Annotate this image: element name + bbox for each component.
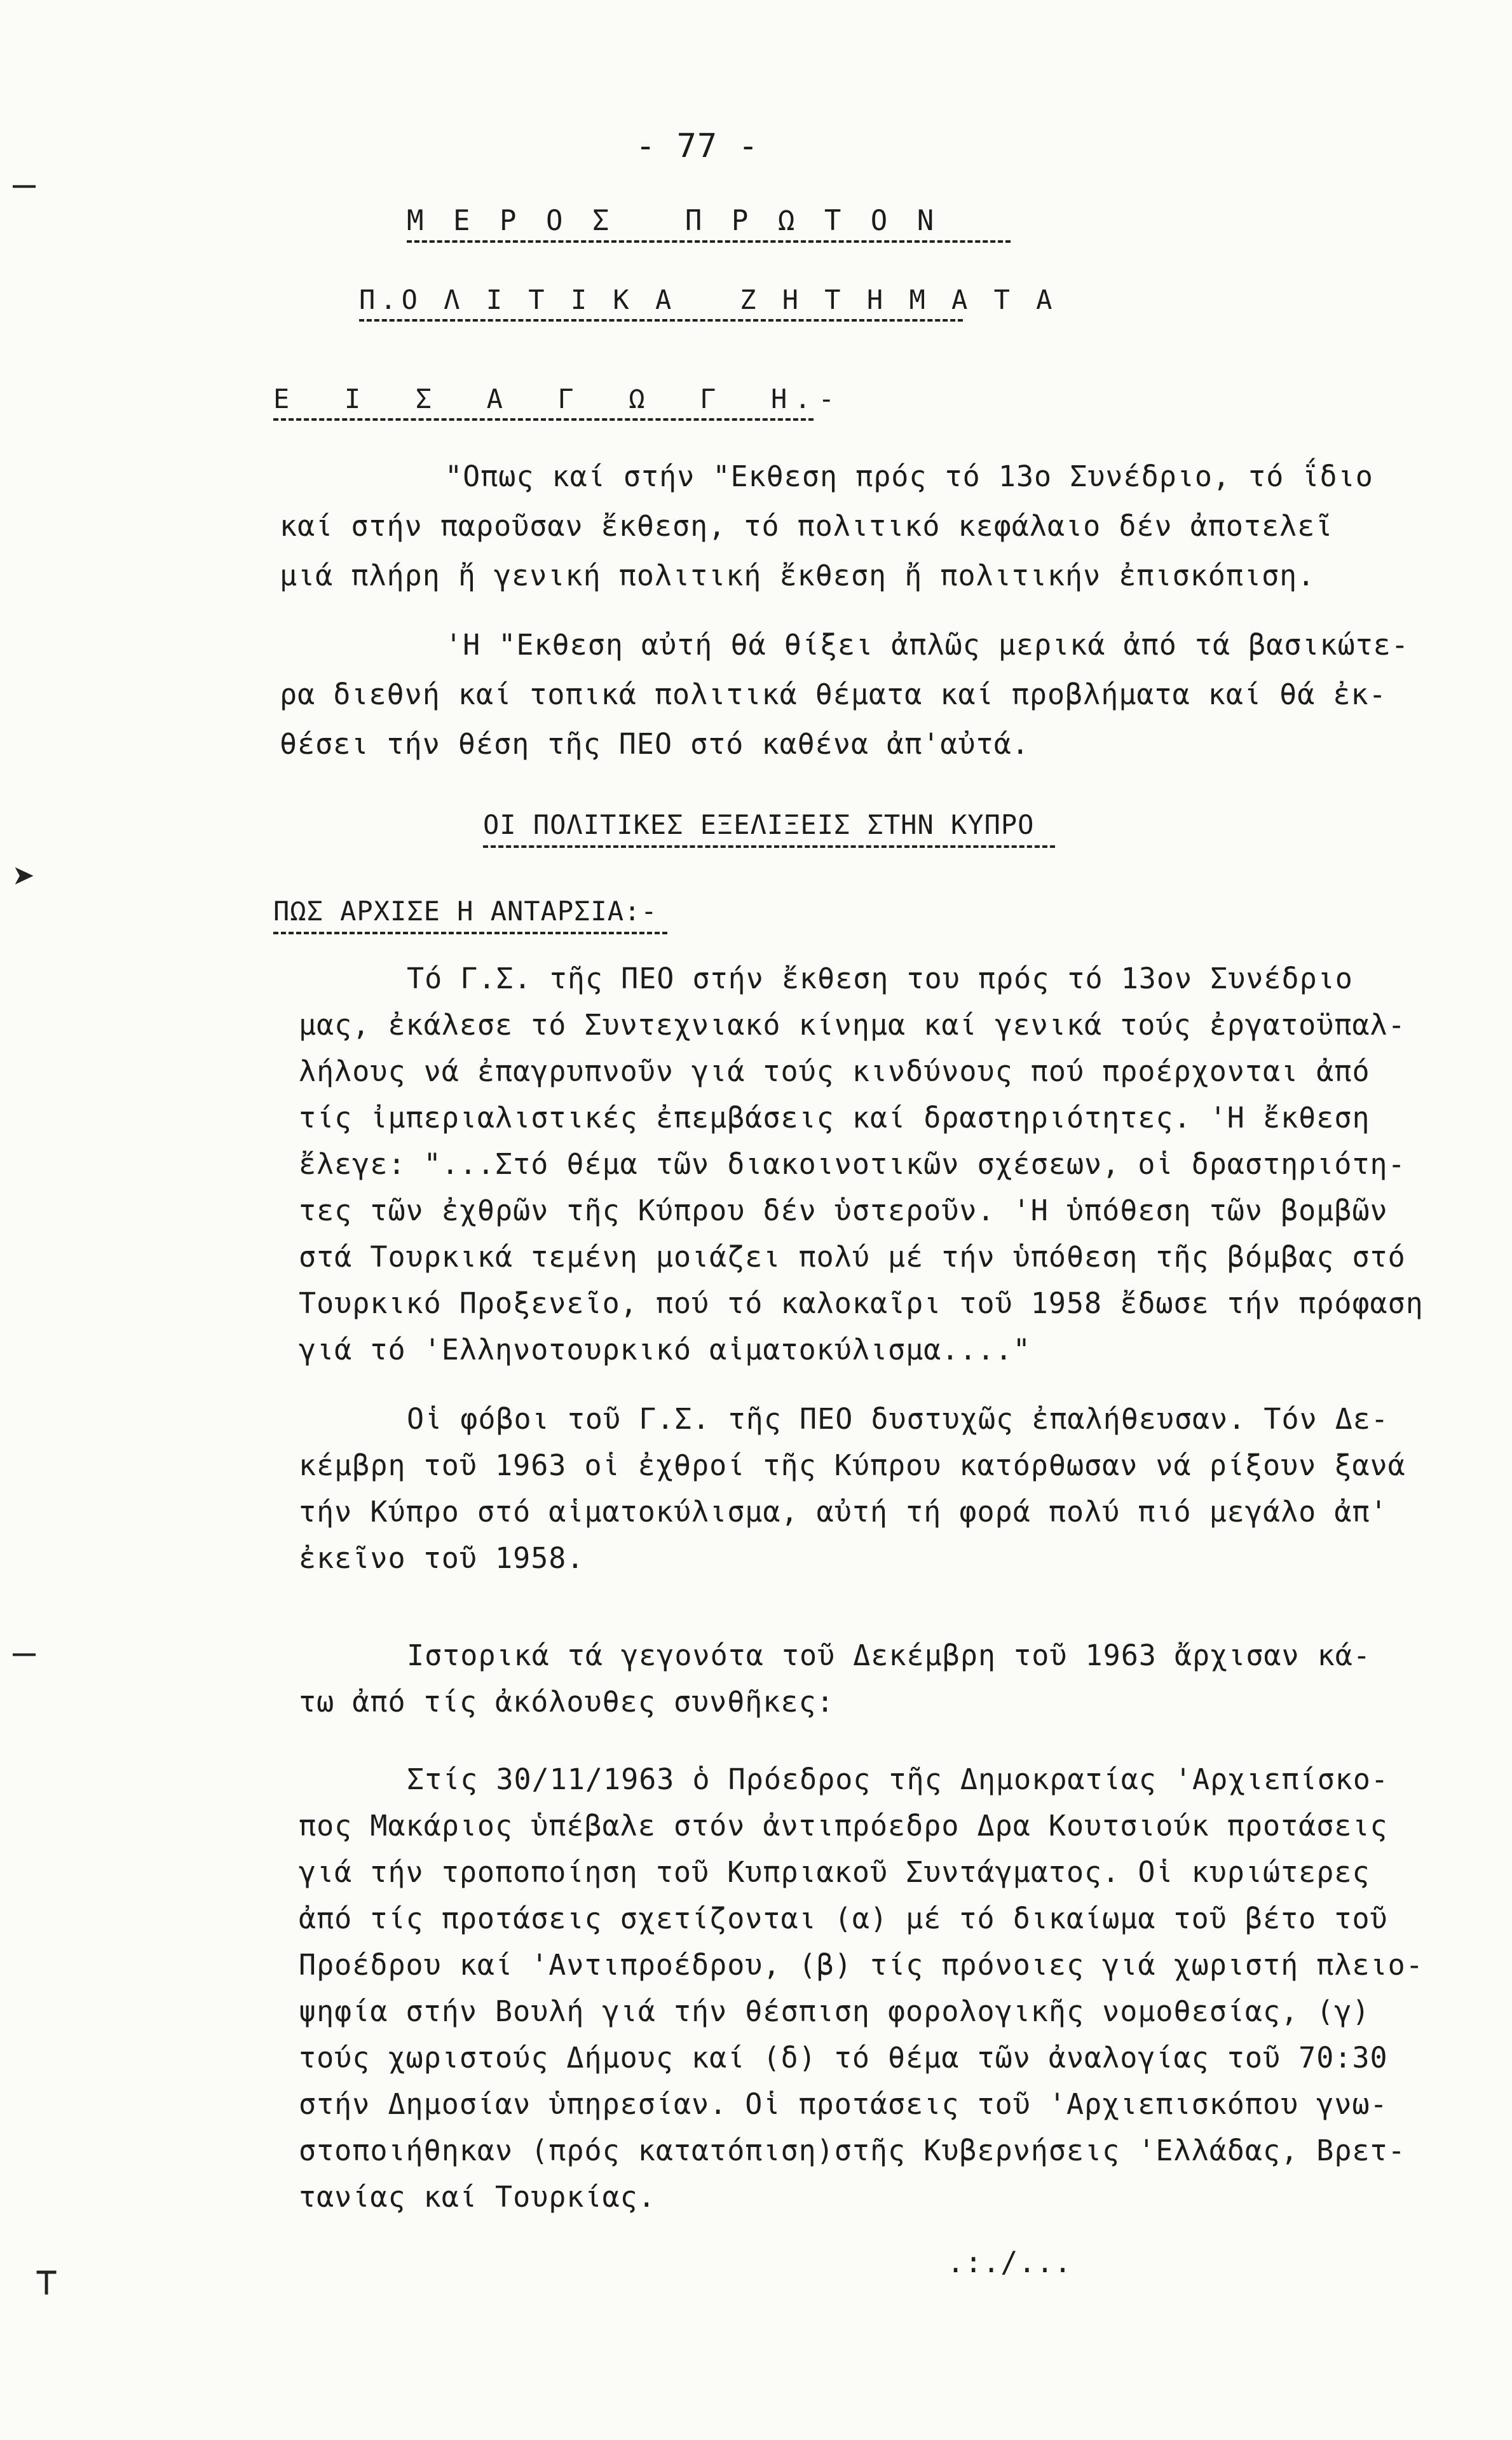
text-line: τίς ἰμπεριαλιστικές ἐπεμβάσεις καί δραστηριότητες. 'Η ἔκθεση bbox=[299, 1101, 1370, 1135]
text-line: γιά τό 'Ελληνοτουρκικό αἱματοκύλισμα...." bbox=[299, 1333, 1031, 1367]
text-line: τες τῶν ἐχθρῶν τῆς Κύπρου δέν ὑστεροῦν. 'Η ὑπόθεση τῶν βομβῶν bbox=[299, 1194, 1388, 1227]
text-line: 'Η "Εκθεση αὐτή θά θίξει ἀπλῶς μερικά ἀπό τά βασικώτε- bbox=[445, 628, 1409, 662]
text-line: στά Τουρκικά τεμένη μοιάζει πολύ μέ τήν ὑπόθεση τῆς βόμβας στό bbox=[299, 1240, 1406, 1274]
text-line: ρα διεθνή καί τοπικά πολιτικά θέματα καί προβλήματα καί θά ἐκ- bbox=[280, 678, 1387, 711]
page-number: - 77 - bbox=[636, 127, 759, 165]
text-line: στήν Δημοσίαν ὑπηρεσίαν. Οἱ προτάσεις τοῦ 'Αρχιεπισκόπου γνω- bbox=[299, 2087, 1388, 2121]
intro-heading-underline bbox=[273, 418, 814, 421]
text-line: καί στήν παροῦσαν ἔκθεση, τό πολιτικό κεφάλαιο δέν ἀποτελεῖ bbox=[280, 509, 1333, 543]
text-line: τούς χωριστούς Δήμους καί (δ) τό θέμα τῶν ἀναλογίας τοῦ 70:30 bbox=[299, 2041, 1388, 2075]
text-line: ἔλεγε: "...Στό θέμα τῶν διακοινοτικῶν σχέσεων, οἱ δραστηριότη- bbox=[299, 1147, 1406, 1181]
text-line: μας, ἐκάλεσε τό Συντεχνιακό κίνημα καί γενικά τούς ἐργατοϋπαλ- bbox=[299, 1008, 1406, 1042]
text-line: Προέδρου καί 'Αντιπροέδρου, (β) τίς πρόνοιες γιά χωριστή πλειο- bbox=[299, 1948, 1424, 1982]
continuation-mark: .:./... bbox=[947, 2246, 1072, 2279]
text-line: τω ἀπό τίς ἀκόλουθες συνθῆκες: bbox=[299, 1685, 834, 1719]
margin-tick-mark: ‒ bbox=[13, 162, 36, 207]
text-line: μιά πλήρη ἤ γενική πολιτική ἔκθεση ἤ πολιτικήν ἐπισκόπιση. bbox=[280, 559, 1316, 592]
text-line: Τό Γ.Σ. τῆς ΠΕΟ στήν ἔκθεση του πρός τό 13ον Συνέδριο bbox=[407, 962, 1353, 995]
margin-arrow-mark: ➤ bbox=[13, 855, 36, 899]
text-line: Οἱ φόβοι τοῦ Γ.Σ. τῆς ΠΕΟ δυστυχῶς ἐπαλήθευσαν. Τόν Δε- bbox=[407, 1402, 1389, 1436]
subheading-cyprus-underline bbox=[483, 845, 1055, 848]
intro-heading: Ε Ι Σ Α Γ Ω Γ Η.- bbox=[273, 383, 842, 414]
text-line: ψηφία στήν Βουλή γιά τήν θέσπιση φορολογικῆς νομοθεσίας, (γ) bbox=[299, 1994, 1370, 2028]
margin-tick-mark: ‒ bbox=[13, 1630, 36, 1675]
text-line: "Οπως καί στήν "Εκθεση πρός τό 13ο Συνέδριο, τό ΐδιο bbox=[445, 460, 1373, 493]
subheading-uprising: ΠΩΣ ΑΡΧΙΣΕ Η ΑΝΤΑΡΣΙΑ:- bbox=[273, 896, 658, 927]
text-line: Ιστορικά τά γεγονότα τοῦ Δεκέμβρη τοῦ 1963 ἄρχισαν κά- bbox=[407, 1639, 1371, 1672]
text-line: ἐκεῖνο τοῦ 1958. bbox=[299, 1541, 585, 1575]
text-line: λήλους νά ἐπαγρυπνοῦν γιά τούς κινδύνους πού προέρχονται ἀπό bbox=[299, 1054, 1370, 1088]
text-line: πος Μακάριος ὑπέβαλε στόν ἀντιπρόεδρο Δρα Κουτσιούκ προτάσεις bbox=[299, 1809, 1388, 1843]
text-line: κέμβρη τοῦ 1963 οἱ ἐχθροί τῆς Κύπρου κατόρθωσαν νά ρίξουν ξανά bbox=[299, 1448, 1406, 1482]
margin-tick-mark: ⊤ bbox=[35, 2259, 58, 2304]
text-line: Στίς 30/11/1963 ὁ Πρόεδρος τῆς Δημοκρατίας 'Αρχιεπίσκο- bbox=[407, 1762, 1389, 1796]
section-heading-underline bbox=[359, 319, 963, 322]
text-line: θέσει τήν θέση τῆς ΠΕΟ στό καθένα ἀπ'αὐτά. bbox=[280, 727, 1030, 761]
subheading-uprising-underline bbox=[273, 932, 667, 934]
part-heading: Μ Ε Ρ Ο Σ Π Ρ Ω Τ Ο Ν bbox=[407, 205, 941, 237]
text-line: τήν Κύπρο στό αἱματοκύλισμα, αὐτή τή φορά πολύ πιό μεγάλο ἀπ' bbox=[299, 1495, 1388, 1529]
section-heading: Π.Ο Λ Ι Τ Ι Κ Α Ζ Η Τ Η Μ Α Τ Α bbox=[359, 284, 1058, 315]
text-line: τανίας καί Τουρκίας. bbox=[299, 2180, 656, 2214]
subheading-cyprus: ΟΙ ΠΟΛΙΤΙΚΕΣ ΕΞΕΛΙΞΕΙΣ ΣΤΗΝ ΚΥΠΡΟ bbox=[483, 809, 1035, 840]
text-line: ἀπό τίς προτάσεις σχετίζονται (α) μέ τό δικαίωμα τοῦ βέτο τοῦ bbox=[299, 1902, 1388, 1935]
text-line: Τουρκικό Προξενεῖο, πού τό καλοκαῖρι τοῦ 1958 ἔδωσε τήν πρόφαση bbox=[299, 1286, 1424, 1320]
part-heading-underline bbox=[407, 240, 1011, 243]
text-line: στοποιήθηκαν (πρός κατατόπιση)στῆς Κυβερνήσεις 'Ελλάδας, Βρετ- bbox=[299, 2134, 1406, 2167]
text-line: γιά τήν τροποποίηση τοῦ Κυπριακοῦ Συντάγματος. Οἱ κυριώτερες bbox=[299, 1855, 1370, 1889]
